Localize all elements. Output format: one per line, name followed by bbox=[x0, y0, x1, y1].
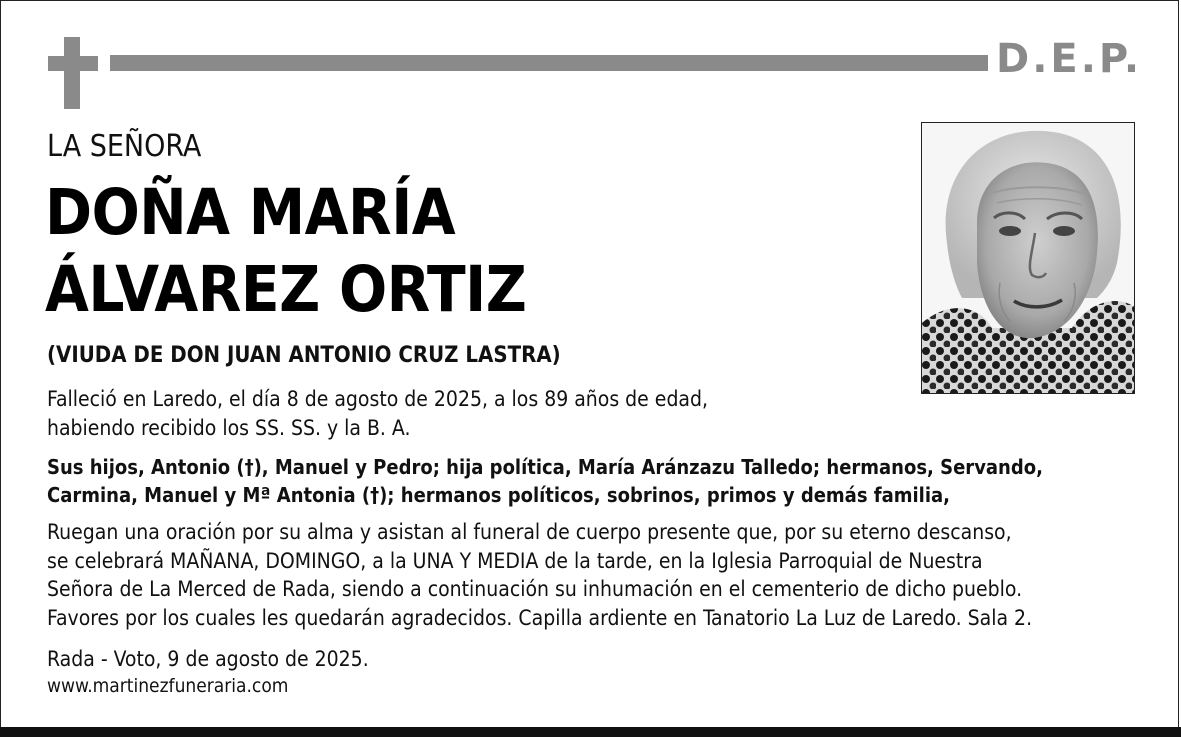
deceased-name bbox=[45, 174, 526, 328]
bottom-border bbox=[0, 727, 1181, 737]
name-line-1: DOÑA MARÍA bbox=[45, 176, 456, 249]
death-line-1: Falleció en Laredo, el día 8 de agosto de 2025, a los 89 años de edad, bbox=[47, 387, 709, 411]
prayer-line: Ruegan una oración por su alma y asistan al funeral de cuerpo presente que, por su eterno descanso, bbox=[47, 520, 1012, 544]
honorific: LA SEÑORA bbox=[47, 129, 202, 164]
family-line-2: Carmina, Manuel y Mª Antonia (†); hermanos políticos, sobrinos, primos y demás familia, bbox=[47, 483, 950, 507]
death-line-2: habiendo recibido los SS. SS. y la B. A. bbox=[47, 416, 411, 440]
website-link[interactable]: www.martinezfuneraria.com bbox=[47, 675, 289, 697]
prayer-line: se celebrará MAÑANA, DOMINGO, a la UNA Y MEDIA de la tarde, en la Iglesia Parroquial de Nuestra bbox=[47, 548, 983, 573]
cross-icon bbox=[48, 37, 98, 109]
death-notice bbox=[47, 385, 847, 443]
prayer-line: Señora de La Merced de Rada, siendo a continuación su inhumación en el cementerio de dicho pueblo. bbox=[47, 577, 1023, 601]
portrait-photo bbox=[921, 122, 1135, 394]
family-line-1: Sus hijos, Antonio (†), Manuel y Pedro; hija política, María Aránzazu Talledo; hermanos, Servando, bbox=[47, 455, 1043, 479]
place-date: Rada - Voto, 9 de agosto de 2025. bbox=[47, 647, 369, 671]
family-list bbox=[47, 453, 1107, 509]
dep-label: D.E.P. bbox=[996, 36, 1143, 82]
name-line-2: ÁLVAREZ ORTIZ bbox=[45, 253, 527, 326]
funeral-details bbox=[47, 518, 1147, 632]
header-rule bbox=[110, 55, 988, 71]
prayer-line: Favores por los cuales les quedarán agradecidos. Capilla ardiente en Tanatorio La Luz de Laredo. Sala 2. bbox=[47, 605, 1033, 630]
widow-of: (VIUDA DE DON JUAN ANTONIO CRUZ LASTRA) bbox=[47, 343, 561, 368]
